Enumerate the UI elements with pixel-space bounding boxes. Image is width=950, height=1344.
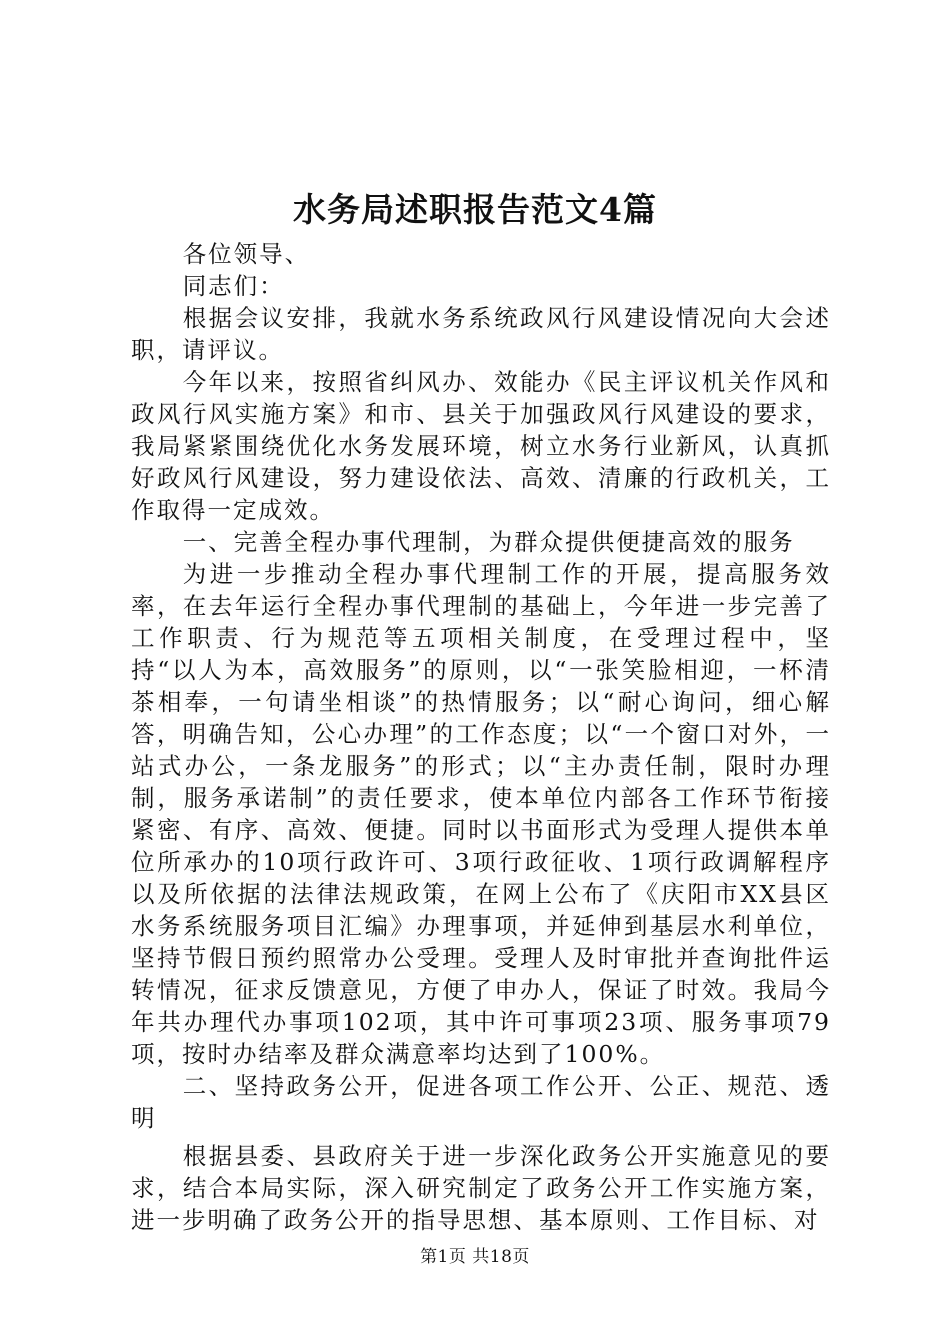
- page-footer: 第1页 共18页: [420, 1247, 530, 1267]
- document-body: [131, 238, 831, 1236]
- salutation-line-1: 各位领导、: [182, 240, 311, 268]
- paragraph-section-1: 为进一步推动全程办事代理制工作的开展，提高服务效率，在去年运行全程办事代理制的基础上，今年进一步完善了工作职责、行为规范等五项相关制度，在受理过程中，坚持“以人为本，高效服务”的原则，以“一张笑脸相迎，一杯清茶相奉，一句请坐相谈”的热情服务；以“耐心询问，细心解答，明确告知，公心办理”的工作态度；以“一个窗口对外，一站式办公，一条龙服务”的形式；以“主办责任制，限时办理制，服务承诺制”的责任要求，使本单位内部各工作环节衔接紧密、有序、高效、便捷。同时以书面形式为受理人提供本单位所承办的10项行政许可、3项行政征收、1项行政调解程序以及所依据的法律法规政策，在网上公布了《庆阳市XX县区水务系统服务项目汇编》办理事项，并延伸到基层水利单位，坚持节假日预约照常办公受理。受理人及时审批并查询批件运转情况，征求反馈意见，方便了申办人，保证了时效。我局今年共办理代办事项102项，其中许可事项23项、服务事项79项，按时办结率及群众满意率均达到了100%。: [131, 560, 831, 1068]
- document-title: 水务局述职报告范文4篇: [293, 190, 657, 229]
- paragraph-intro: 根据会议安排，我就水务系统政风行风建设情况向大会述职，请评议。: [131, 304, 831, 364]
- section-heading-1: 一、完善全程办事代理制，为群众提供便捷高效的服务: [182, 528, 795, 556]
- section-heading-2: 二、坚持政务公开，促进各项工作公开、公正、规范、透明: [131, 1072, 831, 1132]
- paragraph-section-2: 根据县委、县政府关于进一步深化政务公开实施意见的要求，结合本局实际，深入研究制定了政务公开工作实施方案，进一步明确了政务公开的指导思想、基本原则、工作目标、对: [131, 1142, 831, 1234]
- salutation-line-2: 同志们：: [182, 272, 285, 300]
- paragraph-overview: 今年以来，按照省纠风办、效能办《民主评议机关作风和政风行风实施方案》和市、县关于加强政风行风建设的要求，我局紧紧围绕优化水务发展环境，树立水务行业新风，认真抓好政风行风建设，努力建设依法、高效、清廉的行政机关，工作取得一定成效。: [131, 368, 831, 524]
